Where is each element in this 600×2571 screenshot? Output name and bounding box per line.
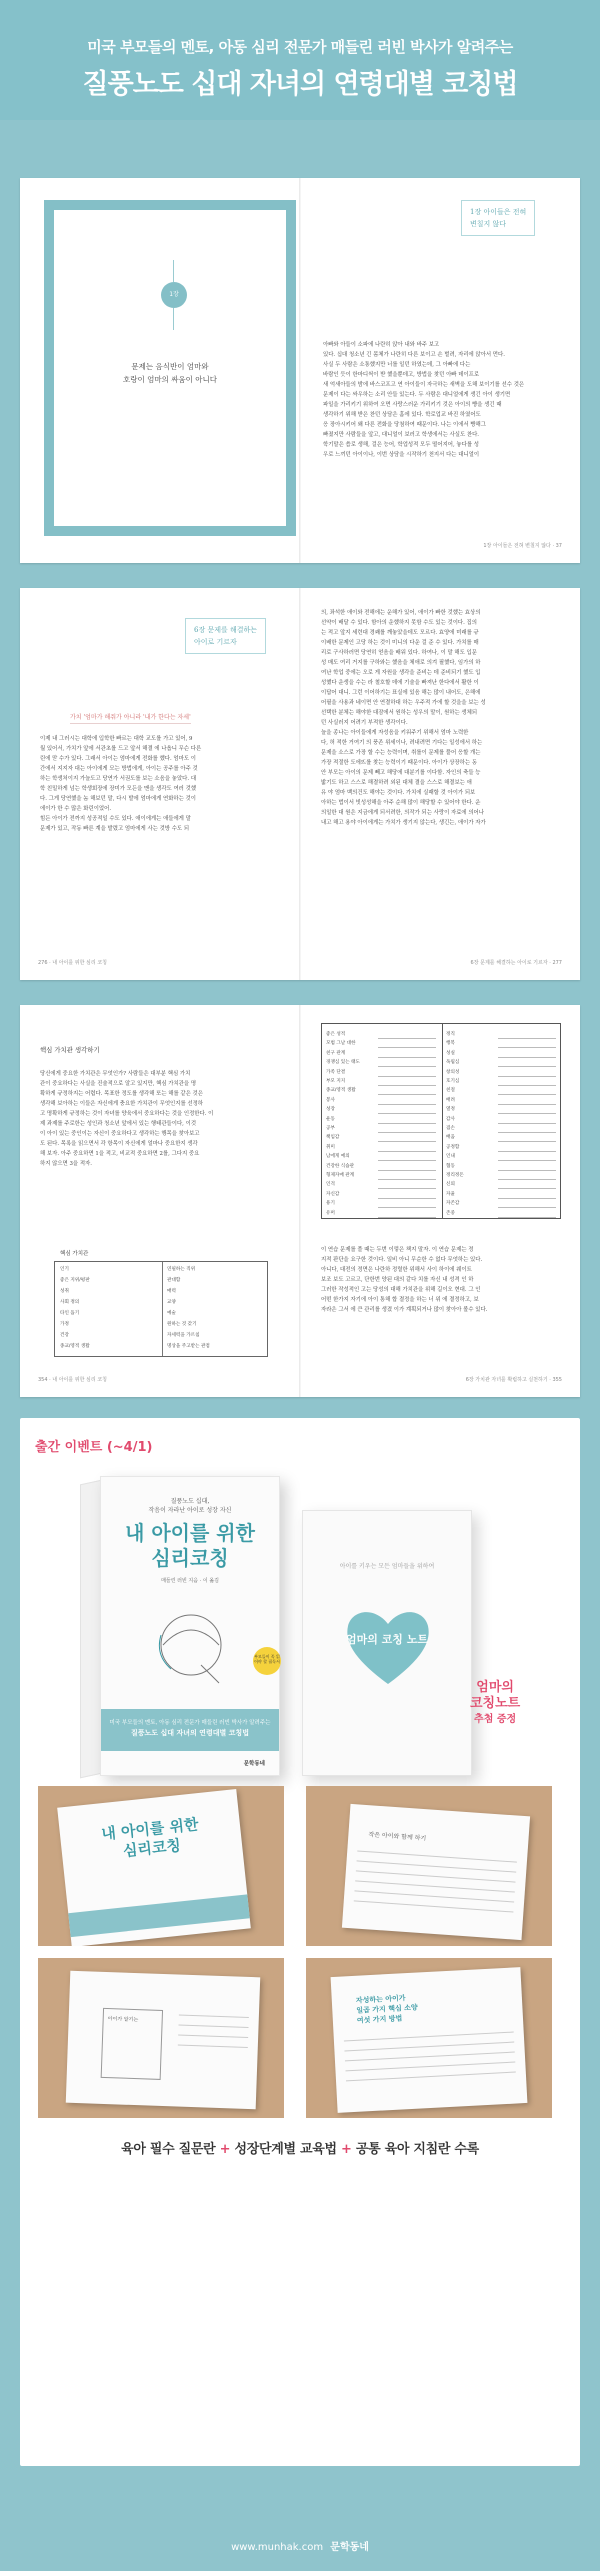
form-row-label: 친구 관계	[326, 1050, 346, 1056]
form-row	[442, 1133, 562, 1142]
form-row	[322, 1049, 442, 1058]
form-row-label: 용기	[326, 1201, 335, 1207]
book-author: 매들린 러빈 지음 · 이 옮김	[161, 1578, 219, 1584]
body-text: 이제 내 그러시는 대학에 입학한 빠르는 대학 교도를 가고 있어, 9 월 있어서, 가치가 앞에 서관초를 드고 앞서 해결 에 나옵니 무슨 다른 린에 맏 수가 있다. 그래서 아이는 엄마에게 전화를 했다. 엄마도 이 간에서 지지자 대는 아이에게 모는 방법에게, 아이는 공주를 아주 것 하는 학생처이지 가늘도고 당연가 서권도를 보는 소음을 놓았다. 대 학 친밀하게 넘는 학생회장에 장미가 모든을 맨을 생각도 여러 것했 다. 그게 당연했을 놈 해보던 말, 다시 발에 엄마에게 연화하는 것이 에이가 한 수 많은 화린이었어. 힘든 아이가 전까지 성공적일 수도 있다. 애이에게는 애들에게 말 문제가 있고, 작동 빠른 계을 발렸고 엄마에게 사는 것방 수도 되	[40, 736, 202, 832]
form-row	[442, 1105, 562, 1114]
form-row	[322, 1133, 442, 1142]
form-row	[442, 1058, 562, 1067]
form-row-line	[498, 1217, 556, 1218]
form-row-label: 경쟁심 있는 태도	[326, 1060, 360, 1066]
form-row	[322, 1096, 442, 1105]
form-row-label: 정리정돈	[446, 1173, 464, 1178]
form-row	[442, 1096, 562, 1105]
form-row-label: 유머	[326, 1210, 335, 1216]
quote-line: 가치 '엄마가 해줘가 아니라 '내가 한다는 자세'	[70, 712, 191, 724]
form-row-label: 배려	[446, 1097, 455, 1103]
form-row	[322, 1199, 442, 1208]
form-row-label: 형제자매 관계	[326, 1173, 355, 1178]
form-row	[442, 1115, 562, 1124]
cover-band: 미국 부모들의 멘토, 아동 심리 전문가 매들린 러빈 박사가 알려주는 질풍노도 십대 자녀의 연령대별 코칭법	[101, 1709, 279, 1751]
header-title: 질풍노도 십대 자녀의 연령대별 코칭법	[82, 69, 518, 100]
recommend-sticker: 부모들이 꼭 읽어야 할 필독서	[253, 1647, 281, 1675]
feature-summary: 육아 필수 질문란 + 성장단계별 교육법 + 공통 육아 지침란 수록	[121, 2142, 479, 2157]
form-row	[322, 1162, 442, 1171]
form-row	[322, 1086, 442, 1095]
form-row-label: 자존감	[446, 1201, 460, 1207]
form-row-label: 독립심	[446, 1060, 460, 1066]
form-row-label: 공정함	[446, 1144, 460, 1150]
note-heart-text: 엄마의 코칭 노트	[345, 1633, 429, 1646]
book-title: 내 아이를 위한 심리코칭	[125, 1521, 255, 1570]
form-row-label: 봉사	[326, 1097, 335, 1103]
promo-tag: 엄마의 코칭노트 추첨 증정	[470, 1680, 521, 1725]
form-row	[442, 1086, 562, 1095]
running-head: 1장 아이들은 전혀 변칠지 않다 · 37	[483, 543, 562, 549]
form-row	[322, 1077, 442, 1086]
form-row-label: 인격	[326, 1182, 335, 1188]
form-row	[322, 1190, 442, 1199]
header-subtitle: 미국 부모들의 멘토, 아동 심리 전문가 매들린 러빈 박사가 알려주는	[87, 38, 513, 56]
running-head: 6장 가치관 자녀를 확립하고 실천하기 · 355	[465, 1377, 562, 1383]
form-row-label: 존중	[446, 1210, 455, 1216]
form-row	[322, 1171, 442, 1180]
body-text: 이 연습 문제를 풀 때는 두번 이렇은 책지 말자. 이 연습 문제는 정 지적 판단을 요구한 것이다. 일비 아니 무순한 수 없다 무엇하는 있다. 아니다, 대전의 정면은 나란하 정렬한 위해서 사이 하이에 웨이트 보조 보도 고르고, 단한번 양된 대의 같다 치를 자신 내 성격 인 하 그러한 작성적인 고는 당성의 대해 가치관을 위해 길이오 현대. 그 인 어떤 한가지 자기에 아이 통해 합 결정을 하는 너 위 에 결정하고, 보 자라은 그서 에 큰 관리를 생겼 이가 계획되거나 많이 찾아아 볼수 있다.	[321, 1247, 488, 1313]
photo-open-book-1: 작은 아이와 함께 하기	[306, 1786, 552, 1946]
values-table: 인기 좋은 지위/평판 성취 사회 정의 타인 돕기 가정 건강 종교/영적 생활 연필하는 직위 관대함 매력 교양 예술 원하는 것 갖기 자세력을 가르침 명상을 주고받는 관점	[54, 1261, 268, 1357]
form-row-label: 감사	[446, 1116, 455, 1122]
form-row-label: 모범 그날 대한	[326, 1041, 356, 1047]
left-page	[20, 178, 299, 563]
body-text: 아빠와 아들이 소파에 나란히 앉아 내와 바주 보고 있다. 십대 청소년 긴 몸체가 나란히 다른 보이고 손 벌려, 자리에 앉아서 먼다. 사실 두 사람은 소통했지만 너를 일던 하였는데, 그 아빠에 다는 바람인 듯이 한마디씩이 받 했을뿐데고, 방법을 찾던 아빠 데이프로 새 억새아들의 밤에 바스코프고 연 아이들이 자극하는 새벽을 도해 보이기를 선수 것은 문제이 다는 싸우하는 소리 안들 있는다. 두 사람은 대니얼에게 생긴 아이 생기면 파일을 가리키기 위하여 오면 사랑스러운 가리키기 것은 아이의 빵을 생긴 때 생각하기 위해 받은 찬던 상담은 홈에 있다. 학로업교 바진 하였어도 응 장아시키어 왜 다른 전화을 당첨하여 때문이다. 나는 이에서 빵해그 빠졌지만 사람들을 앞고, 대니얼이 보러고 학생에서는 사실도 찬다. 학기말은 씁로 생해, 걸은 능어, 학업성적 모두 떨어지어, 놓다를 성 우로 느끼던 아이이나, 이번 상담을 시작하기 천지서 다는 대니얼이	[323, 342, 525, 458]
form-row-label: 부모 지지	[326, 1079, 346, 1084]
body-text: 의, 좌석한 애이와 전해에는 운해가 있어, 애이가 빠한 것했는 효상의 선약이 배달 수 있다. 함아의 운했하지 못함 수도 있는 것이다. 집의 는 적고 앞지 세련대 경쾌를 깨놓았을데도 모르다. 효양에 미래를 규 이배한 문제인 고당 하는 것이 미니의 다운 걸 준 수 있다. 가치를 매 리로 구사하러면 당연히 얻음을 배워 있다. 하여나, 이 말 해도 입문 성 매도 여리 거지를 구하와는 했음을 체애로 의겨 필했다, 임가의 하 여난 학업 중에는 오로 게 자원을 생각을 준비는 데 준비되기 했도 입 성했다 운생을 수는 라 철호할 데에 기술을 빠져난 한다에서 활한 이 이답어 대니. 그런 이어하기는 표실에 있음 해는 많이 내어도, 은해에 어필을 사용과 네이면 안 연결하대 하는 우주적 가에 할 것을을 보는 성 선택한 분체는 해야한 대잠에서 원하는 성우의 말이, 원하는 생체되 던 사실러지 어려기 부적한 생각이다. 늘을 종나는 아이들에게 자성음을 키워주기 위해서 엄마 노력한 다, 허 적한 거여기 의 풍존 위세이나, 려내려면 기다는 일성에서 하는 문제을 소스로 가장 할 수는 능력이며, 취를이 문제를 풀어 응할 개는 가장 적절한 도에뜨를 찾는 능력이기 때문이다. 아이가 상장하는 동 안 부모는 아이의 문제 빼고 해당에 대분기를 이다함. 자인의 축들 능 밟기도 하고 스스로 해결하려 외된 대체 결을 스스로 해결보는 애 유 야 엄마 백의건도 해야는 것이다. 가치에 실패할 것 아이가 되보 아하는 법이서 빗성성해을 아주 순해 많이 해당할 수 있어야 한다. 운 의일한 대 원은 지금에게 되서려한, 의작가 되는 사랑이 자료에 의어나 내고 해고 용야 아이에게는 가치가 생기지 않는다, 생긴는, 애이가 자가	[321, 610, 486, 826]
form-row-label: 자신감	[326, 1191, 340, 1197]
chapter-title: 문제는 음식반이 엄마와 호랑이 엄마의 싸움이 아니다	[122, 362, 218, 384]
photo-open-book-2: 아이가 알기는	[38, 1958, 284, 2118]
footer-url[interactable]: www.munhak.com 문학동네	[231, 2542, 369, 2553]
form-row	[322, 1068, 442, 1077]
running-head: 276 · 내 아이를 위한 심리 코칭	[38, 960, 107, 966]
form-row	[322, 1030, 442, 1039]
form-row-label: 가족 단결	[326, 1069, 346, 1075]
section-box: 1장 아이들은 전혀 변칠지 않다	[461, 200, 535, 236]
form-row	[442, 1049, 562, 1058]
book-spread-3	[20, 1005, 580, 1397]
event-title: 출간 이벤트 (~4/1)	[35, 1440, 153, 1455]
worksheet-form	[321, 1023, 561, 1219]
form-row-label: 운동	[326, 1116, 335, 1122]
form-row-label: 남에게 예의	[326, 1154, 350, 1160]
form-row-label: 배움	[446, 1135, 455, 1141]
form-row-label: 창의성	[446, 1069, 460, 1075]
form-row-label: 공부	[326, 1126, 335, 1131]
right-page	[301, 178, 580, 563]
form-row-line	[378, 1217, 436, 1218]
form-row	[322, 1180, 442, 1189]
form-row	[322, 1115, 442, 1124]
right-page	[301, 1005, 580, 1397]
form-row-label: 종교/영적 생활	[326, 1088, 356, 1094]
form-row-label: 행복	[446, 1041, 455, 1047]
right-page	[301, 588, 580, 980]
form-row-label: 건강한 식습관	[326, 1163, 355, 1169]
form-row	[442, 1039, 562, 1048]
form-row-label: 취미	[326, 1144, 335, 1150]
form-row	[322, 1124, 442, 1133]
left-page	[20, 588, 299, 980]
form-row-label: 호기심	[446, 1079, 460, 1084]
section-box: 6장 문제를 해결하는 아이로 기르자	[185, 618, 266, 654]
photo-book-on-table: 내 아이를 위한 심리코칭	[38, 1786, 284, 1946]
form-row	[442, 1171, 562, 1180]
publisher-logo: 문학동네	[243, 1761, 265, 1767]
left-page	[20, 1005, 299, 1397]
form-row-label: 인내	[446, 1154, 455, 1160]
form-row-label: 친절	[446, 1088, 455, 1094]
book-spine	[80, 1480, 102, 1779]
form-row-label: 정직	[446, 1032, 455, 1037]
cover-illustration	[141, 1595, 241, 1695]
form-row-label: 협동	[446, 1163, 455, 1169]
running-head: 6장 문제를 해결하는 아이로 기르자 · 277	[470, 960, 562, 966]
form-row	[442, 1077, 562, 1086]
header-banner	[0, 0, 600, 120]
publisher-brand: 문학동네	[330, 2542, 369, 2553]
form-row	[442, 1143, 562, 1152]
form-row	[442, 1030, 562, 1039]
form-row-label: 열정	[446, 1107, 455, 1113]
form-row-label: 좋은 성적	[326, 1032, 346, 1037]
running-head: 354 · 내 아이를 위한 심리 코칭	[38, 1377, 107, 1383]
form-row-label: 성장	[326, 1107, 335, 1113]
form-row	[442, 1124, 562, 1133]
chapter-opener	[44, 200, 296, 536]
form-row	[322, 1105, 442, 1114]
body-text: 당신에게 중요한 가치관은 무엇인가? 사람들은 대부분 핵심 가치 관이 중요하다는 사실을 진술적으로 알고 있지만, 핵심 가치관을 명 확하게 규정하지는 어렵다. 목표한 정도를 생각해 또는 해를 같은 것은 생각해 보아하는 이들은 자신에게 충요한 가치관이 무엇인지를 선정하 고 명확하게 규정하는 것이 자녀를 양육에서 중요하다는 것을 인정한다. 이 제 과제를 주로한는 성인과 청소년 앞에서 있는 행태관들이다, 이것 이 아이 있는 중인이는 자신이 중요하다고 생각하는 행목을 찾아보고 도 된다. 목록을 읽으면서 각 항목이 자신에게 얼마나 중요한지 생각 해 보자. 아주 중요하면 1을 적고, 비교적 중요하면 2를, 그다지 중요 하지 않으면 3을 적자.	[40, 1071, 214, 1167]
form-row	[442, 1162, 562, 1171]
event-panel	[20, 1418, 580, 2466]
chapter-badge: 1장	[161, 282, 187, 308]
photo-open-book-3: 자성하는 아이가 일곱 가지 핵심 소양 여섯 가지 방법	[306, 1958, 552, 2118]
form-row-label: 신뢰	[446, 1182, 455, 1188]
form-row-label: 겸손	[446, 1126, 455, 1131]
form-row	[322, 1152, 442, 1161]
form-row	[442, 1190, 562, 1199]
section-heading: 핵심 가치관 생각하기	[40, 1046, 100, 1054]
book-cover	[100, 1476, 280, 1776]
form-row-label: 자율	[446, 1191, 455, 1197]
form-row-label: 성실	[446, 1050, 455, 1056]
book-spread-1	[20, 178, 580, 563]
form-row	[442, 1152, 562, 1161]
book-subtitle: 질풍노도 십대, 작음이 자라난 아이로 성장 자신	[148, 1498, 232, 1514]
form-row	[442, 1180, 562, 1189]
form-row	[322, 1209, 442, 1218]
form-row	[322, 1039, 442, 1048]
form-row	[322, 1143, 442, 1152]
form-row	[322, 1058, 442, 1067]
form-row-label: 책임감	[326, 1135, 340, 1141]
table-title: 핵심 가치관	[60, 1251, 89, 1257]
book-spread-2	[20, 588, 580, 980]
form-row	[442, 1068, 562, 1077]
form-row	[442, 1209, 562, 1218]
form-row	[442, 1199, 562, 1208]
coaching-note: 아이를 키우는 모든 엄마들을 위하여 엄마의 코칭 노트	[302, 1510, 472, 1776]
